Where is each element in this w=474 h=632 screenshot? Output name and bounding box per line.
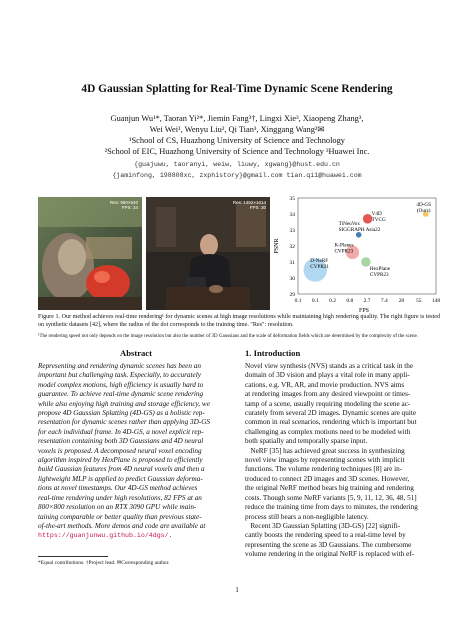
intro-line: Novel view synthesis (NVS) stands as a critical task in the	[245, 362, 414, 370]
abstract-heading: Abstract	[120, 348, 152, 358]
abstract-section	[38, 348, 234, 541]
abstract-line: voxels is proposed. A decomposed neural voxel encoding	[38, 446, 202, 455]
intro-line: at rendering images from any desired viewpoint or times-	[245, 390, 411, 399]
x-tick-label: 0.1	[311, 298, 319, 304]
x-tick-label: 7.4	[380, 298, 388, 304]
data-point-label: V4D TVCG	[371, 210, 386, 223]
intro-line: volume rendering in the original NeRF is replaced with ef-	[245, 550, 415, 559]
intro-line: Recent 3D Gaussian Splatting (3D-GS) [22] signifi-	[245, 521, 401, 530]
y-tick-label: 29	[289, 292, 295, 298]
result-photo-lego	[38, 197, 142, 310]
chart-svg	[272, 190, 442, 314]
intro-line: costs. Though some NeRF variants [5, 9, 11, 12, 36, 48, 51]	[245, 493, 417, 502]
y-tick-label: 33	[289, 228, 295, 234]
author-block	[20, 113, 454, 157]
intro-line: cations, e.g. VR, AR, and movie production. NVS aims	[245, 380, 405, 389]
abstract-line: Representing and rendering dynamic scenes has been an	[38, 362, 201, 370]
abstract-line: taining comparable or better quality than previous state-	[38, 512, 202, 521]
x-tick-label: 20	[398, 298, 405, 304]
y-tick-label: 35	[289, 196, 295, 202]
photo2-res-label: Res: 1352×1014	[232, 200, 266, 205]
x-axis-label: FPS	[358, 308, 370, 314]
affiliation-line-2: ²School of EIC, Huazhong University of Science and Technology ³Huawei Inc.	[104, 147, 370, 156]
intro-line: process still bears a non-negligible latency.	[245, 512, 369, 521]
intro-line: functions. The volume rendering techniques [8] are in-	[245, 465, 403, 474]
intro-line: challenging as complex motions need to be modeled with	[245, 427, 411, 436]
intro-line: both spatially and temporally sparse input.	[245, 437, 368, 446]
x-tick-label: 148	[431, 298, 441, 304]
intro-line: tamp of a scene, usually requiring modeling the scene ac-	[245, 399, 411, 408]
data-point-label: TiNeuVox SIGGRAPH Asia22	[338, 220, 381, 233]
abstract-line: while also enjoying high training and storage efficiency, we	[38, 399, 210, 408]
intro-line: novel view images by representing scenes with implicit	[245, 456, 405, 465]
x-tick-label: 0.2	[329, 298, 336, 304]
data-point-label: D-NeRF CVPR21	[310, 258, 329, 270]
abstract-line: important but challenging task. Especially, to accurately	[38, 371, 201, 380]
abstract-line: 800×800 resolution on an RTX 3090 GPU while main-	[38, 503, 197, 512]
abstract-line: real-time rendering under high resolutions, 82 FPS at an	[38, 493, 202, 502]
x-tick-label: 0.1	[294, 298, 302, 304]
paper-title: 4D Gaussian Splatting for Real-Time Dynamic Scene Rendering	[81, 83, 393, 95]
abstract-line: guarantee. To achieve real-time dynamic scene rendering	[38, 390, 204, 399]
data-point-label: K-Planes CVPR23	[334, 242, 354, 255]
email-line-2: {jaminfong, 198808xc, zxphistory}@gmail.com tian.qi1@huawei.com	[112, 172, 362, 179]
x-tick-label: 0.8	[346, 298, 354, 304]
figure-caption: Figure 1. Our method achieves real-time rendering¹ for dynamic scenes at high image resolutions while maintaining high rendering quality. The right figure is tested on synthetic datasets [42], where the radius of the dot corresponds to the training time. "Res": resolution.	[38, 314, 440, 328]
photo2-fps-label: FPS: 30	[249, 205, 266, 210]
abstract-body	[38, 362, 234, 531]
abstract-line: tions at novel timestamps. Our 4D-GS method achieves	[38, 484, 198, 493]
project-link[interactable]: https://guanjunwu.github.io/4dgs/.	[38, 532, 173, 540]
intro-line: domain of 3D vision and plays a vital role in many appli-	[245, 371, 410, 380]
y-tick-label: 34	[289, 212, 295, 218]
intro-line: troduced to connect 2D images and 3D scenes. However,	[245, 474, 410, 483]
abstract-line: for each individual frame. In 4D-GS, a novel explicit rep-	[38, 427, 204, 436]
data-point-label: HexPlane CVPR23	[369, 266, 391, 278]
abstract-line: algorithm inspired by HexPlane is proposed to efficiently	[38, 456, 203, 465]
authors-line-2: Wei Wei¹, Wenyu Liu², Qi Tian³, Xinggang Wang²✉	[149, 125, 325, 134]
abstract-line: of-the-art methods. More demos and code are available at	[38, 521, 206, 530]
abstract-line: propose 4D Gaussian Splatting (4D-GS) as a holistic rep-	[38, 409, 205, 418]
abstract-line: resentation for dynamic scenes rather than applying 3D-GS	[38, 418, 211, 427]
intro-line: common in real scenarios, rendering which is important but	[245, 418, 417, 427]
photo1-res-label: Res: 960×540	[109, 200, 138, 205]
affiliation-line-1: ¹School of CS, Huazhong University of Science and Technology	[129, 136, 345, 145]
email-line-1: {guajuwu, taoranyi, weiw, liuwy, xgwang}@hust.edu.cn	[134, 161, 340, 168]
x-tick-label: 2.7	[363, 298, 371, 304]
photo1-fps-label: FPS: 34	[121, 205, 138, 210]
contribution-footnote: *Equal contributions. †Project lead. ✉Corresponding author.	[38, 560, 170, 566]
page-number: 1	[235, 586, 239, 594]
introduction-section	[245, 348, 441, 560]
data-point-label: 4D-GS (Ours)	[416, 202, 432, 214]
abstract-line: build Gaussian features from 4D neural voxels and then a	[38, 465, 205, 474]
intro-line: representing the scene as 3D Gaussians. The cumbersome	[245, 540, 412, 549]
authors-line-1: Guanjun Wu¹*, Taoran Yi²*, Jiemin Fang³†, Lingxi Xie³, Xiaopeng Zhang³,	[110, 114, 364, 123]
y-axis-label: PSNR	[274, 238, 280, 254]
y-tick-label: 30	[289, 276, 295, 282]
introduction-body	[245, 362, 441, 560]
y-tick-label: 31	[289, 260, 295, 266]
abstract-line: model complex motions, high efficiency is usually hard to	[38, 380, 204, 389]
intro-line: curately from several 2D images. Dynamic scenes are quite	[245, 409, 417, 418]
figure-footnote: ¹The rendering speed not only depends on the image resolution but also the number of 3D Gaussians and the scale of deformation fields which are determined by the complexity of the scene.	[38, 334, 418, 339]
y-tick-label: 32	[289, 244, 295, 250]
introduction-heading: 1. Introduction	[245, 348, 301, 358]
footnote-rule	[38, 556, 108, 557]
psnr-fps-chart	[272, 190, 442, 314]
intro-line: the original NeRF method bears big training and rendering	[245, 484, 414, 493]
intro-line: NeRF [35] has achieved great success in synthesizing	[245, 446, 405, 455]
abstract-line: resentation containing both 3D Gaussians and 4D neural	[38, 437, 204, 446]
intro-line: reduce the training time from days to minutes, the rendering	[245, 503, 418, 512]
x-tick-label: 55	[416, 298, 422, 304]
intro-line: cantly boosts the rendering speed to a real-time level by	[245, 531, 406, 540]
result-photo-person	[146, 197, 270, 310]
abstract-line: lightweight MLP is applied to predict Gaussian deforma-	[38, 474, 203, 483]
